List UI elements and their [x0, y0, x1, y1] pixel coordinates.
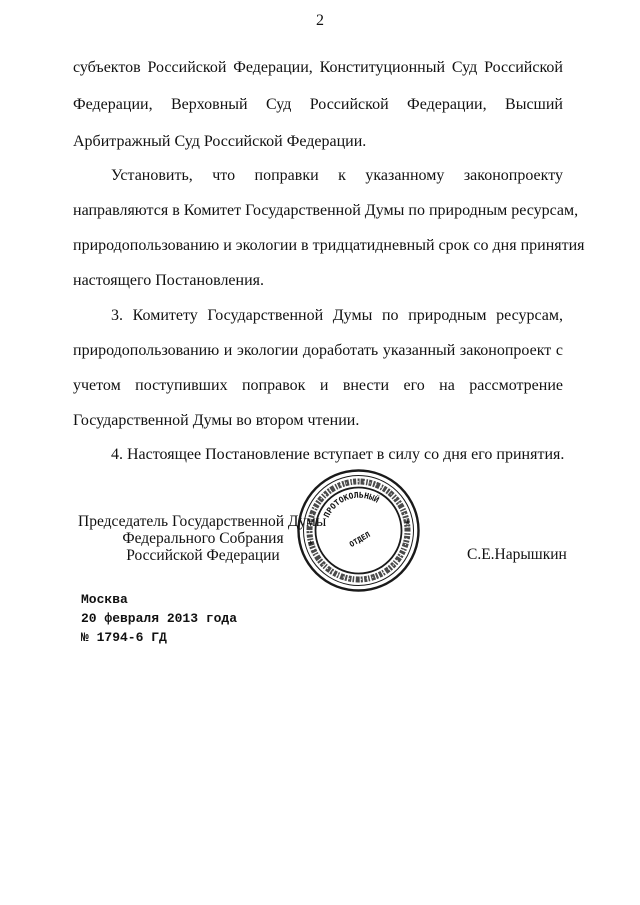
signature-title-line: Федерального Собрания [122, 530, 284, 547]
text-line: Установить, что поправки к указанному законопроекту [111, 167, 563, 184]
paragraph-continuation [73, 58, 563, 152]
text-line: природопользованию и экологии доработать указанный законопроект с [73, 342, 563, 359]
text-line: Государственной Думы во втором чтении. [73, 412, 360, 429]
page-number: 2 [316, 12, 324, 29]
text-line: настоящего Постановления. [73, 272, 265, 289]
stamp-inner-bottom: ОТДЕЛ [347, 529, 372, 550]
svg-text:★: ★ [403, 518, 412, 528]
text-line: учетом поступивших поправок и внести его на рассмотрение [73, 377, 563, 394]
signature-title-line: Российской Федерации [126, 547, 280, 564]
paragraph-committee [73, 306, 563, 431]
svg-text:★: ★ [306, 538, 315, 548]
text-line: субъектов Российской Федерации, Конституционный Суд Российской [73, 59, 563, 76]
date: 20 февраля 2013 года [81, 611, 238, 626]
document-footer [81, 590, 237, 647]
document-number: № 1794-6 ГД [81, 630, 167, 645]
signature-title [78, 513, 328, 564]
text-line: направляются в Комитет Государственной Думы по природным ресурсам, [73, 202, 579, 219]
stamp-inner-top: ПРОТОКОЛЬНЫЙ [322, 490, 381, 519]
text-line: Федерации, Верховный Суд Российской Федерации, Высший [73, 96, 563, 113]
text-line: 4. Настоящее Постановление вступает в силу со дня его принятия. [111, 446, 565, 463]
paragraph-amendments [73, 166, 585, 291]
signature-title-line: Председатель Государственной Думы [78, 513, 327, 530]
city: Москва [81, 592, 128, 607]
text-line: 3. Комитету Государственной Думы по природным ресурсам, [111, 307, 563, 324]
text-line: Арбитражный Суд Российской Федерации. [73, 133, 367, 150]
signatory-name: С.Е.Нарышкин [467, 546, 567, 563]
text-line: природопользованию и экологии в тридцатидневный срок со дня принятия [73, 237, 585, 254]
paragraph-effective [73, 445, 563, 465]
